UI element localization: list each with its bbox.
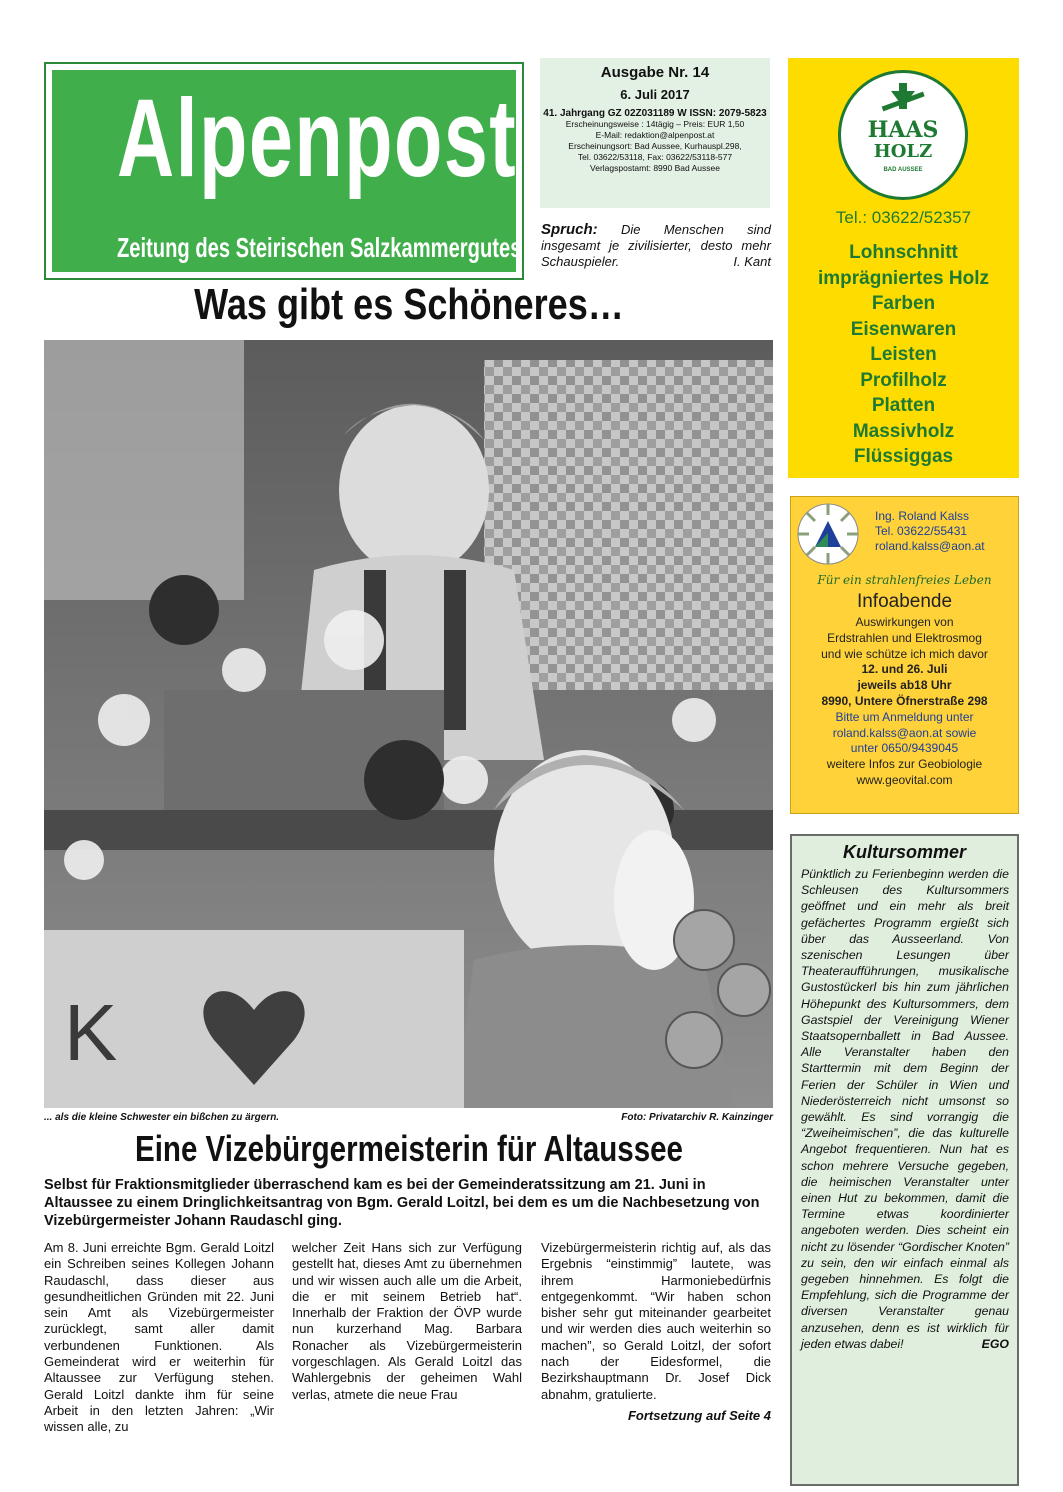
haas-product: Farben <box>871 293 936 314</box>
issue-frequency: Erscheinungsweise : 14tägig – Preis: EUR 1,50 <box>565 119 745 129</box>
quote-author: I. Kant <box>733 254 771 269</box>
issue-year-line: 41. Jahrgang GZ 02Z031189 W ISSN: 2079-5823 <box>543 108 767 119</box>
article-column-2: welcher Zeit Hans sich zur Verfügung gestellt hat, dieses Amt zu übernehmen und wir wissen auch alle um die Arbeit, die er mit seinem Betrieb hat“. Innerhalb der Fraktion der ÖVP wurde nun kurzerhand Mag. Barbara Ronacher als Vizebürgermeisterin vorgeschlagen. Als Gerald Loitzl das Wahlergebnis der geheimen Wahl verlas, atmete die neue Frau <box>292 1240 522 1402</box>
haas-product: Platten <box>871 395 936 416</box>
haas-product: Leisten <box>870 344 937 365</box>
kultursommer-title: Kultursommer <box>842 842 967 862</box>
newspaper-title: Alpenpost <box>116 77 518 200</box>
issue-phone: Tel. 03622/53118, Fax: 03622/53118-577 <box>577 152 733 162</box>
newspaper-subtitle: Zeitung des Steirischen Salzkammergutes <box>116 232 522 263</box>
haas-product: imprägniertes Holz <box>817 267 990 289</box>
front-page-photo <box>44 340 773 1108</box>
kalss-registration-email: roland.kalss@aon.at sowie <box>832 725 977 740</box>
haas-product: Eisenwaren <box>850 318 957 340</box>
issue-number: Ausgabe Nr. 14 <box>600 64 710 81</box>
article-column-1: Am 8. Juni erreichte Bgm. Gerald Loitzl ein Schreiben seines Kollegen Johann Raudaschl, dass dieser aus gesundheitlichen Gründen mit 22. Juni sein Amt als Vizebürgermeister zurücklegt, samt aller damit verbundenen Funktionen. Als Gemeinderat wird er weiterhin für Altaussee zur Verfügung stehen. Gerald Loitzl dankte ihm für seine Arbeit in den letzten Jahren: „Wir wissen alle, zu <box>44 1240 274 1435</box>
kalss-place: 8990, Untere Öfnerstraße 298 <box>821 693 988 708</box>
kalss-line: und wie schütze ich mich davor <box>821 646 988 661</box>
photo-credit: Foto: Privatarchiv R. Kainzinger <box>621 1112 773 1123</box>
haas-product: Massivholz <box>852 420 955 442</box>
kultursommer-column <box>790 834 1019 1486</box>
kalss-title: Infoabende <box>856 591 953 612</box>
kalss-dates: 12. und 26. Juli <box>861 662 948 677</box>
quote-label: Spruch: <box>541 221 598 238</box>
haas-holz-label: HOLZ <box>873 141 933 162</box>
issue-info-box <box>540 58 770 208</box>
haas-product: Profilholz <box>860 369 947 391</box>
main-headline: Was gibt es Schöneres… <box>194 280 624 329</box>
quote-box <box>541 222 771 270</box>
haas-product-list <box>788 240 1019 470</box>
sunburst-logo-icon <box>797 503 859 565</box>
photo-illustration <box>44 340 773 1108</box>
article-lead: Selbst für Fraktionsmitglieder überraschend kam es bei der Gemeinderatssitzung am 21. Juni in Altaussee zu einem Dringlichkeitsantrag von Bgm. Gerald Loitzl, bei dem es um die Nachbesetzung von Vizebürgermeister Johann Raudaschl ging. <box>44 1177 760 1229</box>
article-column-3: Vizebürgermeisterin richtig auf, als das Ergebnis “einstimmig” lautete, was ihrem Harmoniebedürfnis entgegenkommt. “Wir haben schon bisher sehr gut miteinander gearbeitet und wir werden dies auch weiterhin so machen”, so Gerald Loitzl, der sofort nach der Eidesformel, die Bezirkshauptmann Dr. Josef Dick abnahm, gratulierte. <box>541 1240 771 1402</box>
haas-town: BAD AUSSEE <box>883 167 923 173</box>
kalss-info: weitere Infos zur Geobiologie <box>826 757 983 772</box>
article-title: Eine Vizebürgermeisterin für Altaussee <box>135 1128 683 1169</box>
kalss-email: roland.kalss@aon.at <box>875 539 985 553</box>
kalss-line: Erdstrahlen und Elektrosmog <box>827 630 982 645</box>
masthead-panel <box>52 70 522 272</box>
kalss-name: Ing. Roland Kalss <box>875 509 970 523</box>
continuation-note: Fortsetzung auf Seite 4 <box>627 1408 771 1423</box>
issue-date: 6. Juli 2017 <box>620 87 690 102</box>
haas-holz-ad <box>788 58 1019 478</box>
kalss-details <box>791 615 1018 789</box>
haas-product: Flüssiggas <box>853 446 954 467</box>
photo-caption: ... als die kleine Schwester ein bißchen zu ärgern. <box>44 1112 280 1123</box>
kalss-line: Auswirkungen von <box>855 615 954 629</box>
kalss-registration-phone: unter 0650/9439045 <box>850 741 959 756</box>
svg-text:K: K <box>64 988 118 1077</box>
issue-post-office: Verlagspostamt: 8990 Bad Aussee <box>590 163 720 173</box>
haas-product: Lohnschnitt <box>849 242 958 263</box>
quote-text: Die Menschen sind insgesamt je zivilisierter, desto mehr Schauspieler. <box>541 222 771 269</box>
kultursommer-text <box>801 866 1009 1352</box>
kultursommer-body: Pünktlich zu Ferienbeginn werden die Schleusen des Kultursommers geöffnet und ein mehr als breit gefächertes Programm ergießt sich über das Ausseerland. Von szenischen Lesungen über Theateraufführungen, musikalische Gustostückerl bis hin zum jährlichen Höhepunkt des Kultursommers, dem Gastspiel der Vereinigung Wiener Staatsopernballett in Bad Aussee. Alle Veranstalter haben den Starttermin mit dem Beginn der Ferien der Schüler in Wien und Niederösterreich nicht umsonst so gewählt. Es sind vorrangig die “Zweiheimischen”, die das kulturelle Angebot frequentieren. Nun hat es schon mehrere Versuche gegeben, die heimischen Veranstalter unter einen Hut zu bekommen, damit die Termine etwas koordinierter angeboten werden. Dies scheint ein nicht zu lösender “Gordischer Knoten” zu sein, den wir einfach einmal als gegeben hinnehmen. Es folgt die Empfehlung, sich die Programme der diversen Veranstalter genau anzusehen, denn es ist wirklich für jeden etwas dabei! <box>801 867 1009 1351</box>
kalss-website: www.geovital.com <box>856 772 953 787</box>
masthead <box>44 62 524 280</box>
kalss-contact <box>875 509 985 554</box>
issue-email: E-Mail: redaktion@alpenpost.at <box>595 130 715 140</box>
haas-logo <box>838 70 968 200</box>
kultursommer-signature: EGO <box>981 1336 1009 1351</box>
kalss-time: jeweils ab18 Uhr <box>857 678 952 693</box>
kalss-motto: Für ein strahlenfreies Leben <box>817 573 992 587</box>
kalss-registration: Bitte um Anmeldung unter <box>835 709 974 724</box>
kalss-phone: Tel. 03622/55431 <box>875 524 968 538</box>
kalss-geobiology-ad <box>790 496 1019 814</box>
haas-brand: HAAS <box>867 117 939 143</box>
haas-phone: Tel.: 03622/52357 <box>835 208 972 227</box>
issue-place: Erscheinungsort: Bad Aussee, Kurhauspl.298, <box>568 141 742 151</box>
